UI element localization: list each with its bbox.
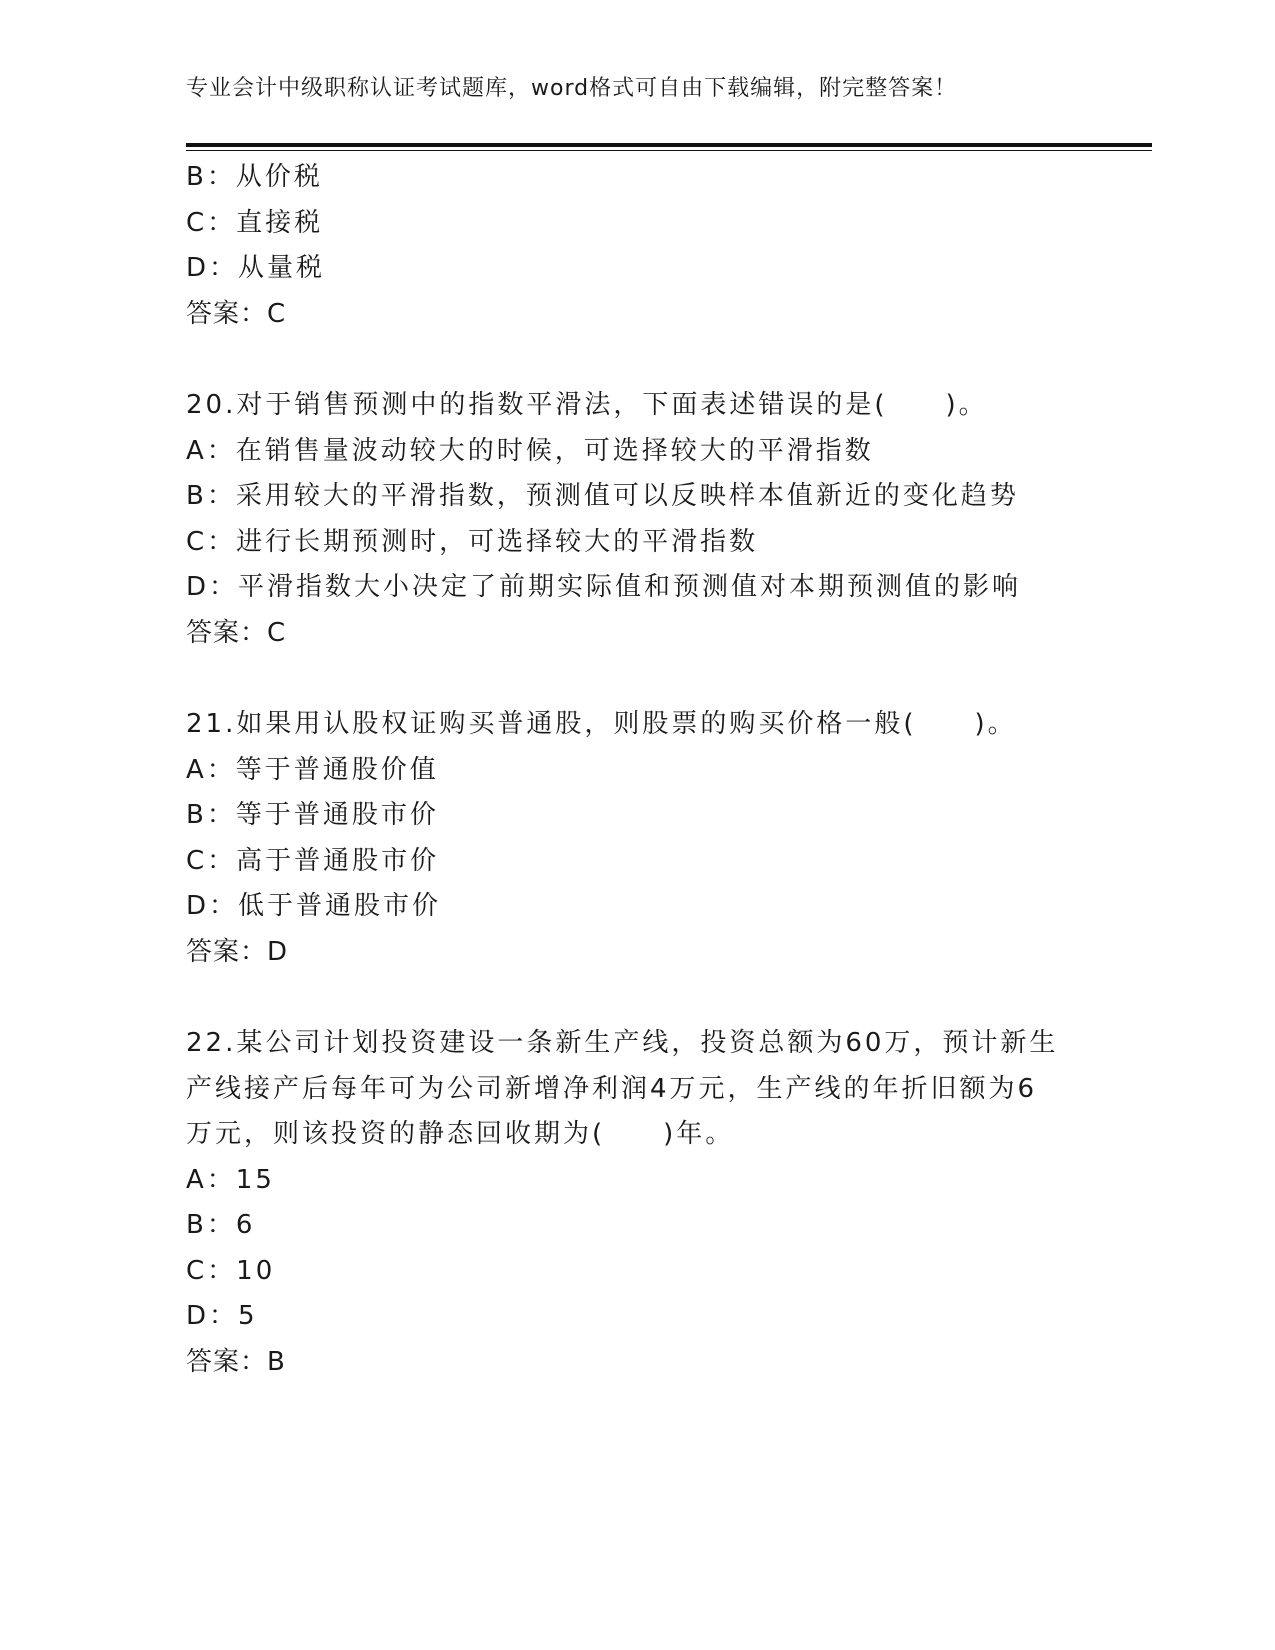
option-b: B：采用较大的平滑指数，预测值可以反映样本值新近的变化趋势	[186, 481, 1019, 511]
option-d: D：从量税	[186, 253, 326, 283]
option-a: A：15	[186, 1164, 275, 1195]
option-c: C：高于普通股市价	[186, 845, 440, 876]
option-b: B：6	[186, 1210, 256, 1240]
question-stem: 21.如果用认股权证购买普通股，则股票的购买价格一般( )。	[186, 709, 1017, 739]
option-b: B：等于普通股市价	[186, 800, 439, 830]
option-c: C：10	[186, 1255, 276, 1286]
answer-line: 答案：B	[186, 1346, 286, 1377]
question-content	[186, 155, 1066, 1385]
option-b: B：从价税	[186, 162, 323, 192]
option-a: A：等于普通股价值	[186, 754, 439, 785]
header-rule-thin	[186, 150, 1152, 151]
option-c: C：直接税	[186, 207, 324, 238]
option-a: A：在销售量波动较大的时候，可选择较大的平滑指数	[186, 435, 874, 466]
question-19-tail	[186, 155, 1066, 337]
answer-line: 答案：C	[186, 298, 287, 329]
answer-line: 答案：D	[186, 936, 289, 967]
spacer	[186, 975, 1066, 1021]
header-rule-thick	[186, 143, 1152, 147]
question-22	[186, 1021, 1066, 1385]
question-stem: 20.对于销售预测中的指数平滑法，下面表述错误的是( )。	[186, 390, 988, 420]
spacer	[186, 656, 1066, 702]
question-21	[186, 702, 1066, 975]
question-20	[186, 383, 1066, 656]
answer-line: 答案：C	[186, 617, 287, 648]
option-c: C：进行长期预测时，可选择较大的平滑指数	[186, 526, 759, 557]
question-stem-line-3: 万元，则该投资的静态回收期为( )年。	[186, 1119, 735, 1149]
option-d: D：低于普通股市价	[186, 891, 442, 921]
question-stem-line-2: 产线接产后每年可为公司新增净利润4万元，生产线的年折旧额为6	[186, 1073, 1038, 1104]
question-stem-line-1: 22.某公司计划投资建设一条新生产线，投资总额为60万，预计新生	[186, 1028, 1059, 1058]
page-header-title: 专业会计中级职称认证考试题库，word格式可自由下载编辑，附完整答案！	[186, 76, 958, 101]
option-d: D：平滑指数大小决定了前期实际值和预测值对本期预测值的影响	[186, 572, 1022, 602]
option-d: D：5	[186, 1301, 258, 1331]
spacer	[186, 337, 1066, 383]
